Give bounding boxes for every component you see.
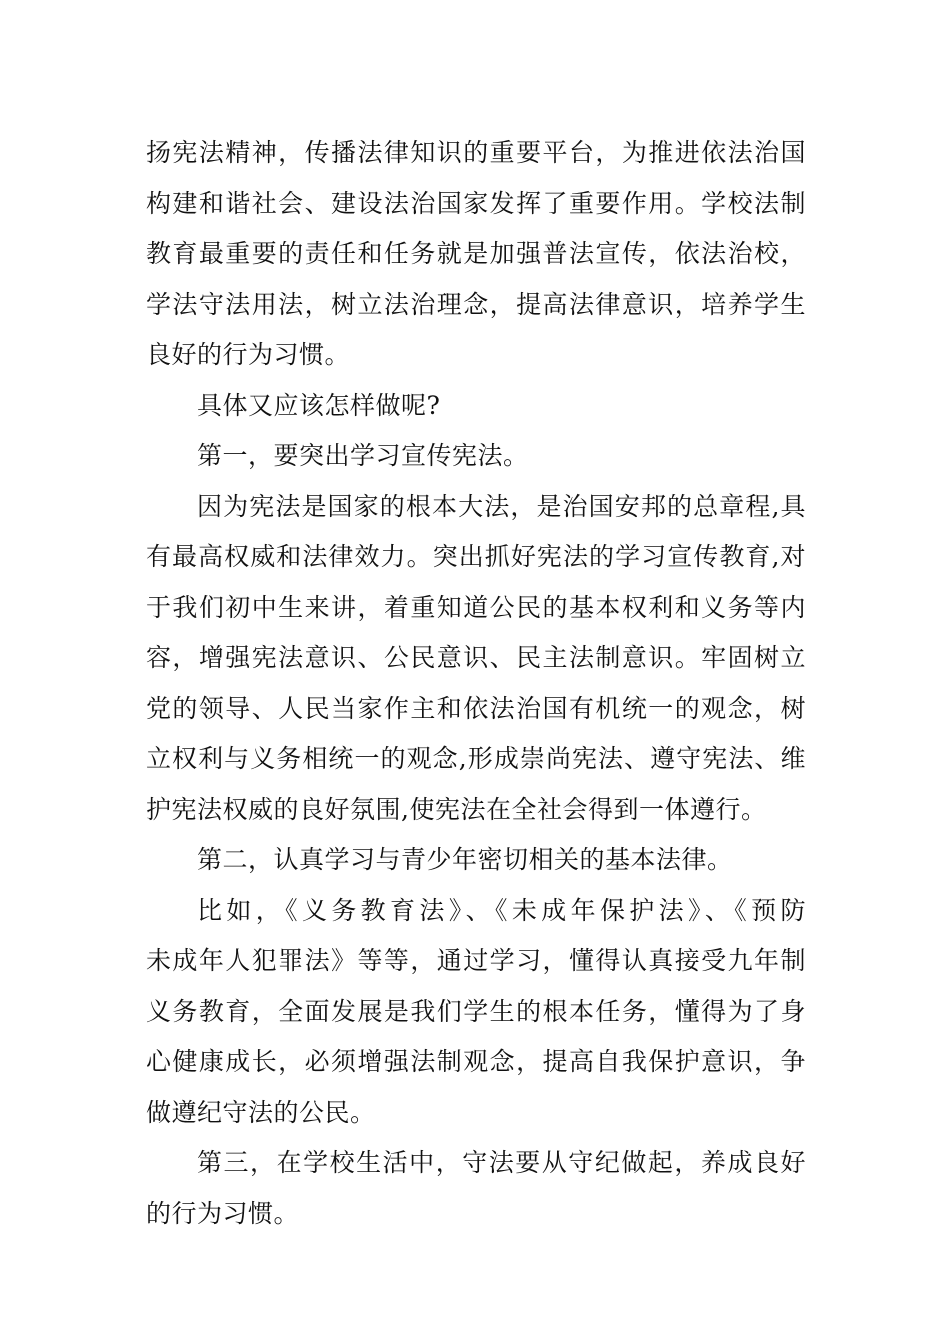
- text-line: 做遵纪守法的公民。: [146, 1097, 376, 1127]
- section-heading-line: 第一，要突出学习宣传宪法。: [197, 441, 529, 470]
- text-line: 学法守法用法，树立法治理念，提高法律意识，培养学生: [146, 289, 806, 319]
- paragraph-start-line: 比如，《义务教育法》、《未成年保护法》、《预防: [197, 895, 806, 925]
- text-line: 的行为习惯。: [146, 1198, 300, 1228]
- section-heading-line: 第三，在学校生活中，守法要从守纪做起，养成良好: [197, 1148, 806, 1177]
- text-line: 良好的行为习惯。: [146, 340, 351, 369]
- text-line: 容，增强宪法意识、公民意识、民主法制意识。牢固树立: [146, 643, 806, 672]
- text-line: 立权利与义务相统一的观念,形成崇尚宪法、遵守宪法、维: [146, 744, 806, 773]
- text-line: 教育最重要的责任和任务就是加强普法宣传，依法治校，: [146, 239, 806, 268]
- body-text: [146, 128, 806, 1239]
- text-line: 未成年人犯罪法》等等，通过学习，懂得认真接受九年制: [146, 946, 806, 975]
- text-line: 心健康成长，必须增强法制观念，提高自我保护意识，争: [146, 1047, 806, 1076]
- paragraph-start-line: 具体又应该怎样做呢?: [197, 390, 441, 420]
- text-line: 有最高权威和法律效力。突出抓好宪法的学习宣传教育,对: [146, 542, 806, 571]
- text-line: 于我们初中生来讲，着重知道公民的基本权利和义务等内: [146, 592, 806, 622]
- text-line: 扬宪法精神，传播法律知识的重要平台，为推进依法治国: [146, 138, 806, 167]
- text-line: 党的领导、人民当家作主和依法治国有机统一的观念，树: [146, 693, 806, 723]
- text-line: 护宪法权威的良好氛围,使宪法在全社会得到一体遵行。: [146, 794, 767, 824]
- text-line: 构建和谐社会、建设法治国家发挥了重要作用。学校法制: [146, 188, 806, 218]
- paragraph-start-line: 因为宪法是国家的根本大法，是治国安邦的总章程,具: [197, 491, 806, 521]
- section-heading-line: 第二，认真学习与青少年密切相关的基本法律。: [197, 845, 733, 874]
- text-line: 义务教育，全面发展是我们学生的根本任务，懂得为了身: [146, 996, 806, 1026]
